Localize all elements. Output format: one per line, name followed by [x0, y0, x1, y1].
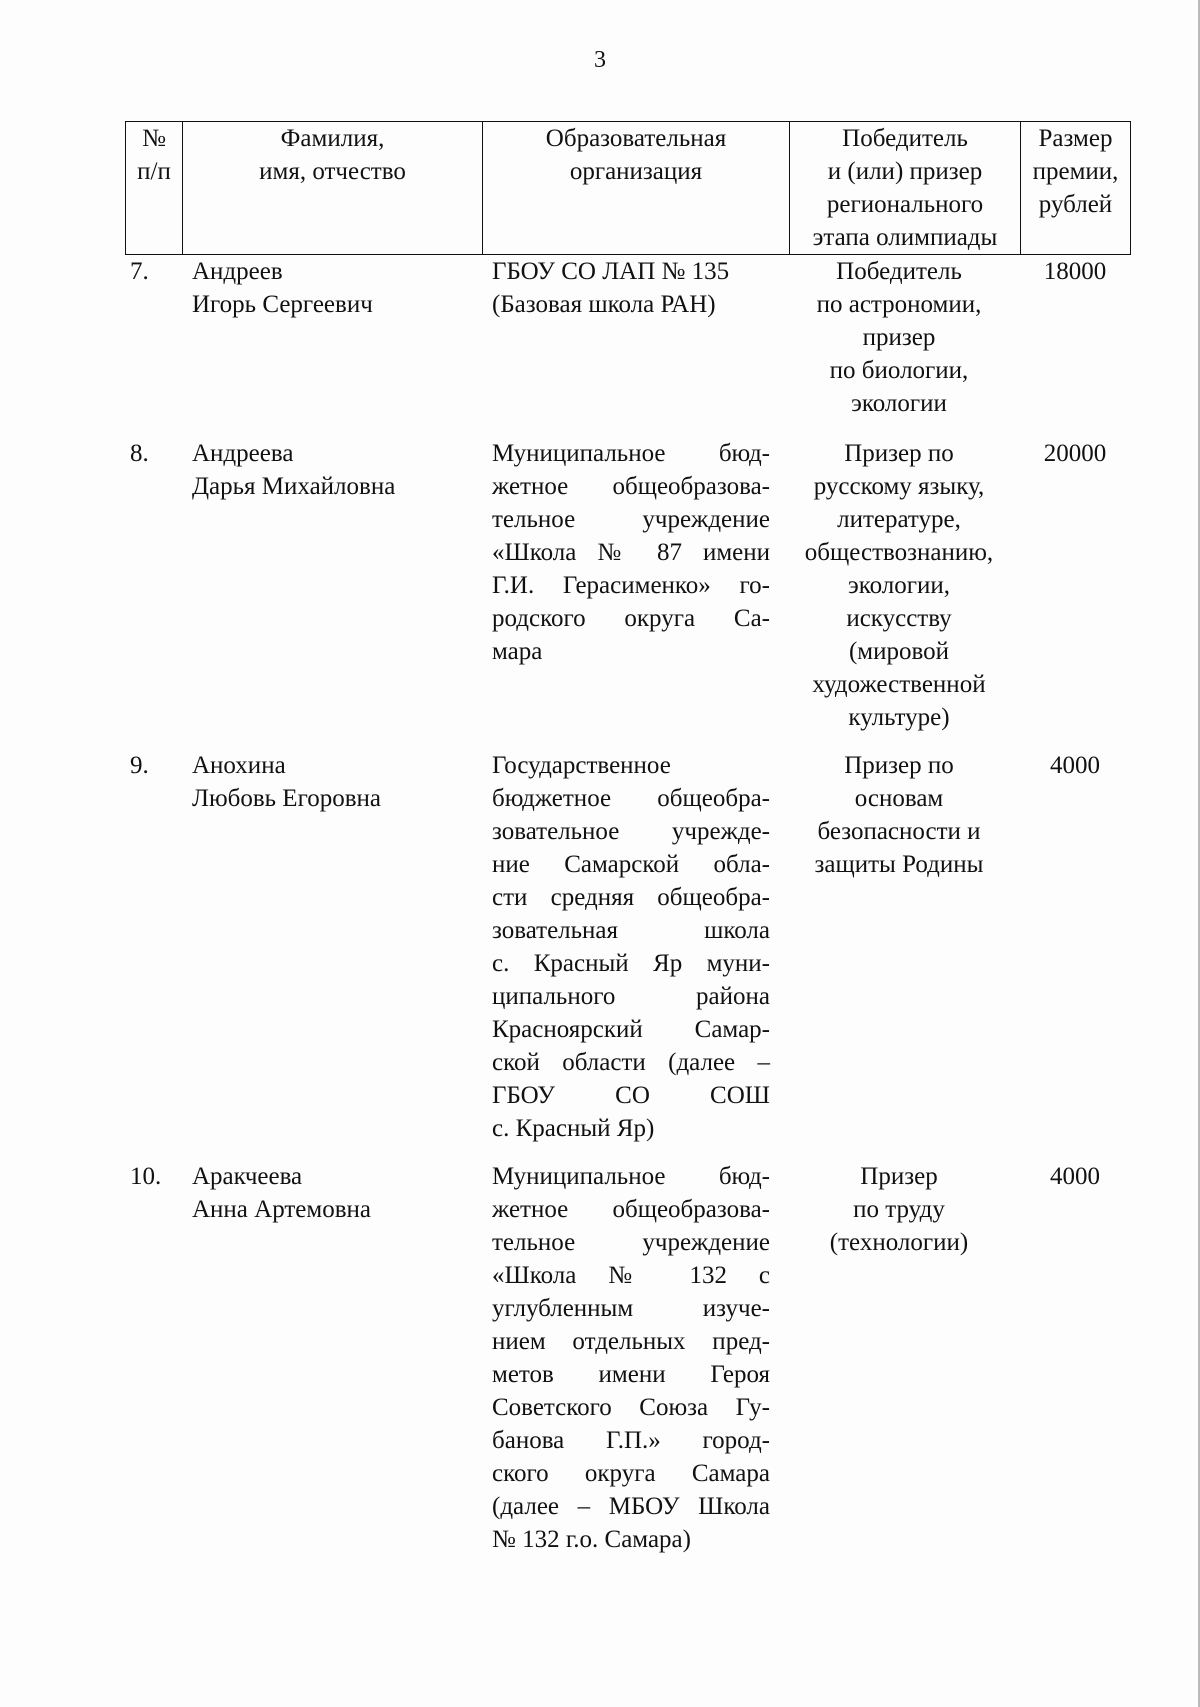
cell-line: безопасности и [817, 818, 981, 845]
cell-line: № 132 г.о. Самара) [492, 1526, 691, 1553]
header-line: Фамилия, [280, 125, 385, 152]
header-line: имя, отчество [259, 158, 406, 185]
cell-line: художественной [812, 671, 986, 698]
cell-line: Анохина [192, 752, 286, 779]
cell-line: Андреева [192, 440, 294, 467]
cell-line: Игорь Сергеевич [192, 291, 373, 318]
cell-line: углубленным изуче- [492, 1295, 770, 1322]
cell-line: Призер [860, 1163, 938, 1190]
full-name [192, 749, 462, 815]
cell-line: культуре) [848, 704, 950, 731]
cell-line: (далее – МБОУ Школа [492, 1493, 770, 1520]
organization [492, 437, 770, 668]
cell-line: ние Самарской обла- [492, 851, 770, 878]
cell-line: Андреев [192, 258, 283, 285]
cell-line: по биологии, [829, 357, 969, 384]
header-line: Победитель [842, 125, 968, 152]
winner-status [784, 1160, 1014, 1259]
row-number: 10. [130, 1163, 162, 1190]
cell-line: мара [492, 638, 543, 665]
header-prize [1021, 122, 1131, 255]
cell-line: зовательная школа [492, 917, 770, 944]
cell-line: искусству [846, 605, 952, 632]
organization [492, 255, 770, 321]
full-name [192, 255, 462, 321]
header-line: этапа олимпиады [812, 224, 998, 251]
cell-line: с. Красный Яр) [492, 1115, 655, 1142]
header-line: рублей [1038, 191, 1113, 218]
prize-amount: 20000 [1043, 440, 1107, 467]
organization [492, 749, 770, 1145]
prize-amount: 18000 [1043, 258, 1107, 285]
cell-line: банова Г.П.» город- [492, 1427, 770, 1454]
cell-line: экологии, [847, 572, 950, 599]
header-line: и (или) призер [827, 158, 983, 185]
cell-line: «Школа № 87 имени [492, 539, 770, 566]
cell-line: Советского Союза Гу- [492, 1394, 770, 1421]
header-org [483, 122, 790, 255]
cell-line: зовательное учрежде- [492, 818, 770, 845]
cell-line: Муниципальное бюд- [492, 1163, 770, 1190]
cell-line: сти средняя общеобра- [492, 884, 770, 911]
prize-amount: 4000 [1050, 1163, 1100, 1190]
cell-line: Призер по [844, 440, 954, 467]
cell-line: метов имени Героя [492, 1361, 770, 1388]
cell-line: Аракчеева [192, 1163, 303, 1190]
header-line: № [142, 125, 166, 152]
cell-line: Победитель [836, 258, 962, 285]
cell-line: Красноярский Самар- [492, 1016, 770, 1043]
header-line: Образовательная [545, 125, 727, 152]
cell-line: тельное учреждение [492, 1229, 770, 1256]
row-number: 8. [130, 440, 149, 467]
cell-line: Анна Артемовна [192, 1196, 372, 1223]
cell-line: (Базовая школа РАН) [492, 291, 716, 318]
cell-line: Призер по [844, 752, 954, 779]
cell-line: призер [862, 324, 936, 351]
cell-line: по труду [853, 1196, 945, 1223]
header-line: премии, [1032, 158, 1119, 185]
winner-status [784, 255, 1014, 420]
cell-line: с. Красный Яр муни- [492, 950, 770, 977]
cell-line: нием отдельных пред- [492, 1328, 770, 1355]
cell-line: обществознанию, [804, 539, 994, 566]
cell-line: русскому языку, [813, 473, 985, 500]
header-line: Размер [1038, 125, 1113, 152]
cell-line: родского округа Са- [492, 605, 770, 632]
cell-line: литературе, [837, 506, 961, 533]
page-number: 3 [594, 47, 606, 73]
header-line: регионального [826, 191, 984, 218]
row-number: 7. [130, 258, 149, 285]
winner-status [784, 749, 1014, 881]
header-line: организация [569, 158, 703, 185]
cell-line: Муниципальное бюд- [492, 440, 770, 467]
cell-line: ГБОУ СО СОШ [492, 1082, 770, 1109]
cell-line: тельное учреждение [492, 506, 770, 533]
cell-line: жетное общеобразова- [492, 1196, 770, 1223]
cell-line: Любовь Егоровна [192, 785, 381, 812]
cell-line: ской области (далее – [492, 1049, 770, 1076]
cell-line: защиты Родины [814, 851, 984, 878]
cell-line: Г.И. Герасименко» го- [492, 572, 770, 599]
cell-line: (мировой [848, 638, 950, 665]
cell-line: бюджетное общеобра- [492, 785, 770, 812]
table-header [125, 121, 1131, 255]
winner-status [784, 437, 1014, 734]
full-name [192, 1160, 462, 1226]
organization [492, 1160, 770, 1556]
cell-line: «Школа № 132 с [492, 1262, 770, 1289]
cell-line: Дарья Михайловна [192, 473, 396, 500]
row-number: 9. [130, 752, 149, 779]
cell-line: экологии [851, 390, 947, 417]
cell-line: по астрономии, [816, 291, 982, 318]
cell-line: ципального района [492, 983, 770, 1010]
cell-line: ГБОУ СО ЛАП № 135 [492, 258, 730, 285]
cell-line: ского округа Самара [492, 1460, 770, 1487]
header-fio [183, 122, 483, 255]
header-num [126, 122, 183, 255]
cell-line: жетное общеобразова- [492, 473, 770, 500]
header-winner [790, 122, 1021, 255]
cell-line: основам [854, 785, 944, 812]
cell-line: Государственное [492, 752, 671, 779]
header-line: п/п [137, 158, 171, 185]
full-name [192, 437, 462, 503]
prize-amount: 4000 [1050, 752, 1100, 779]
cell-line: (технологии) [829, 1229, 969, 1256]
